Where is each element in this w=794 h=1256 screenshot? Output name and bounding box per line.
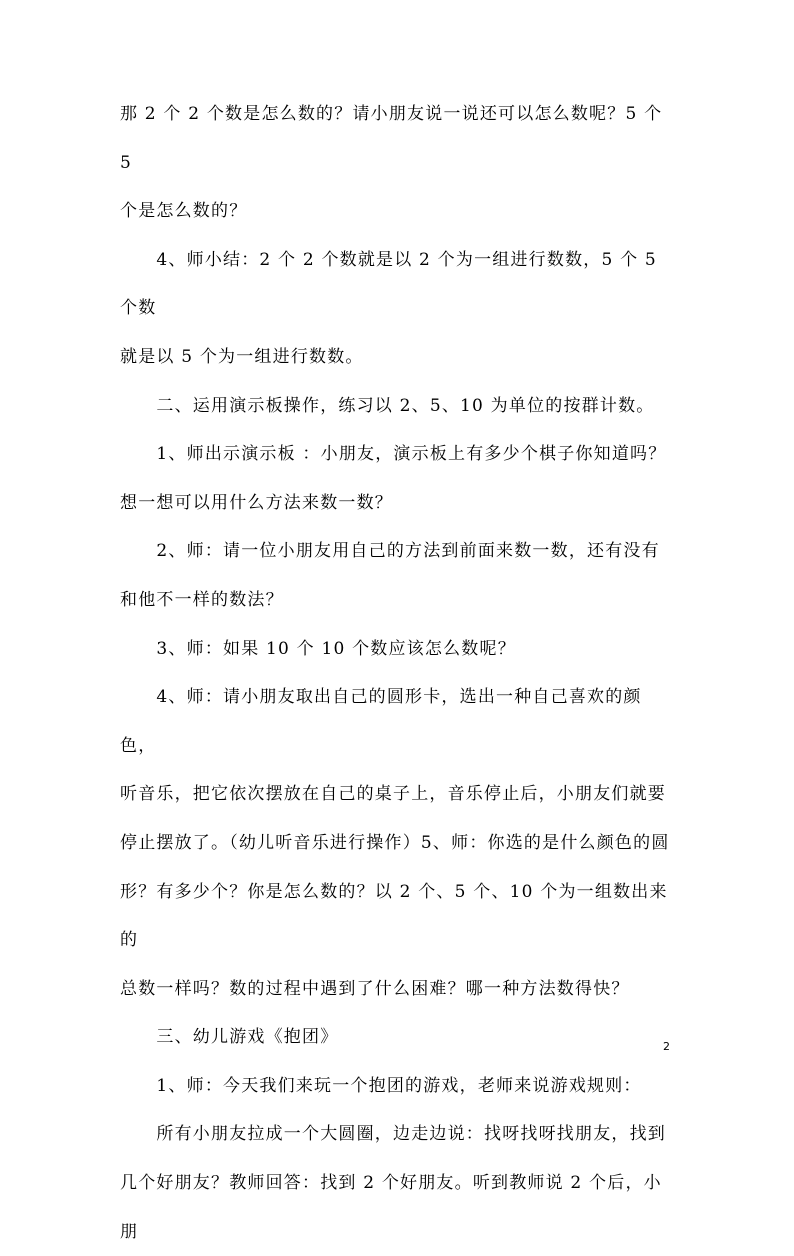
paragraph-3: 二、运用演示板操作，练习以 2、5、10 为单位的按群计数。 bbox=[120, 395, 655, 416]
paragraph-4: 1、师出示演示板 ：小朋友，演示板上有多少个棋子你知道吗？ 想一想可以用什么方法来数一数？ bbox=[120, 444, 667, 513]
page-number: 2 bbox=[663, 1040, 670, 1053]
paragraph-5: 2、师：请一位小朋友用自己的方法到前面来数一数，还有没有 和他不一样的数法？ bbox=[120, 541, 660, 610]
paragraph-2: 4、师小结：2 个 2 个数就是以 2 个为一组进行数数，5 个 5 个数 就是以 5 个为一组进行数数。 bbox=[120, 249, 657, 367]
paragraph-8: 三、幼儿游戏《抱团》 bbox=[120, 1027, 339, 1048]
paragraph-6: 3、师：如果 10 个 10 个数应该怎么数呢？ bbox=[120, 638, 516, 659]
document-body bbox=[120, 90, 676, 1256]
paragraph-1: 那 2 个 2 个数是怎么数的？请小朋友说一说还可以怎么数呢？5 个 5 个是怎么数的？ bbox=[120, 104, 663, 222]
paragraph-10: 所有小朋友拉成一个大圆圈，边走边说：找呀找呀找朋友，找到 几个好朋友？教师回答：找到 2 个好朋友。听到教师说 2 个后，小朋 bbox=[120, 1124, 666, 1242]
paragraph-7: 4、师：请小朋友取出自己的圆形卡，选出一种自己喜欢的颜色， 听音乐，把它依次摆放在自己的桌子上，音乐停止后，小朋友们就要 停止摆放了。（幼儿听音乐进行操作）5、师：你选的是什么颜色的圆 形？有多少个？你是怎么数的？以 2 个、5 个、10 个为一组数出来的 总数一样吗？数的过程中遇到了什么困难？哪一种方法数得快？ bbox=[120, 687, 670, 999]
paragraph-9: 1、师：今天我们来玩一个抱团的游戏，老师来说游戏规则： bbox=[120, 1075, 642, 1096]
